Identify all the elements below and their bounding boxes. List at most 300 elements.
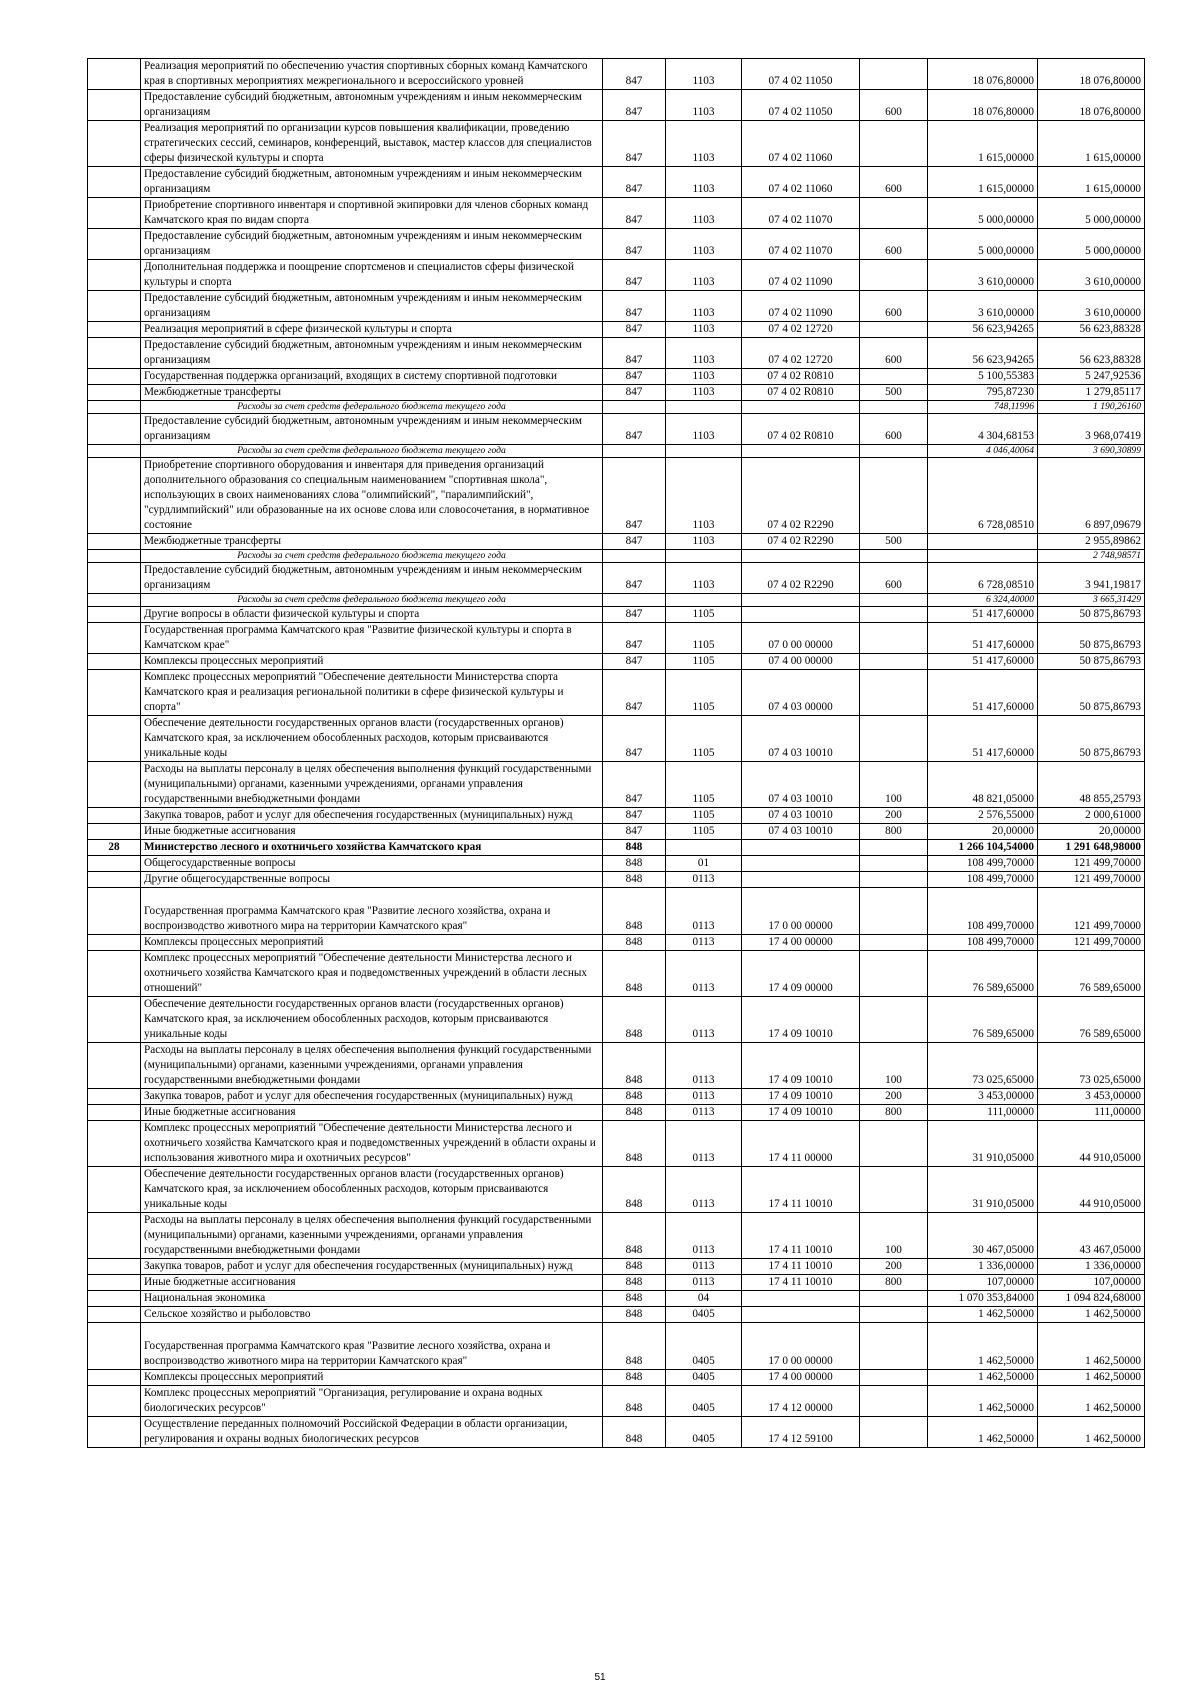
row-number: 28	[88, 840, 141, 856]
row-sum-year-2: 1 462,50000	[1038, 1370, 1145, 1386]
row-target-article: 17 4 11 10010	[742, 1213, 860, 1259]
row-sum-year-2: 6 897,09679	[1038, 458, 1145, 534]
row-expense-type	[860, 1121, 928, 1167]
row-expense-type	[860, 369, 928, 385]
row-ministry-code: 847	[603, 59, 666, 90]
row-target-article: 17 4 11 00000	[742, 1121, 860, 1167]
row-target-article: 07 4 03 10010	[742, 762, 860, 808]
row-ministry-code: 848	[603, 1259, 666, 1275]
row-expense-type	[860, 623, 928, 654]
row-section-code: 1103	[666, 458, 742, 534]
row-description: Межбюджетные трансферты	[141, 385, 603, 401]
row-ministry-code: 847	[603, 458, 666, 534]
table-row	[88, 534, 1145, 550]
row-section-code: 0113	[666, 951, 742, 997]
row-number	[88, 888, 141, 935]
row-sum-year-1: 795,87230	[928, 385, 1038, 401]
row-ministry-code: 848	[603, 935, 666, 951]
row-section-code: 1105	[666, 824, 742, 840]
row-sum-year-2: 50 875,86793	[1038, 607, 1145, 623]
row-section-code: 1103	[666, 414, 742, 445]
row-expense-type	[860, 1323, 928, 1370]
row-sum-year-2: 1 615,00000	[1038, 121, 1145, 167]
row-expense-type	[860, 322, 928, 338]
row-target-article: 17 4 12 59100	[742, 1417, 860, 1448]
row-target-article: 17 4 09 10010	[742, 997, 860, 1043]
table-row	[88, 808, 1145, 824]
row-expense-type	[860, 1291, 928, 1307]
row-number	[88, 594, 141, 607]
row-expense-type	[860, 445, 928, 458]
row-ministry-code: 848	[603, 840, 666, 856]
row-ministry-code: 847	[603, 385, 666, 401]
row-section-code: 0113	[666, 872, 742, 888]
row-ministry-code	[603, 445, 666, 458]
row-sum-year-1: 5 000,00000	[928, 198, 1038, 229]
row-sum-year-1: 18 076,80000	[928, 90, 1038, 121]
table-row	[88, 1291, 1145, 1307]
row-section-code: 04	[666, 1291, 742, 1307]
row-description: Реализация мероприятий по организации курсов повышения квалификации, проведению стратегических сессий, семинаров, конференций, выставок, мастер классов для специалистов сферы физической культуры и спорта	[141, 121, 603, 167]
table-row	[88, 840, 1145, 856]
row-description: Расходы за счет средств федерального бюджета текущего года	[141, 445, 603, 458]
row-sum-year-2: 121 499,70000	[1038, 935, 1145, 951]
table-row	[88, 90, 1145, 121]
row-description: Министерство лесного и охотничьего хозяйства Камчатского края	[141, 840, 603, 856]
row-sum-year-1: 1 462,50000	[928, 1386, 1038, 1417]
row-section-code: 1105	[666, 716, 742, 762]
row-target-article: 07 4 02 11060	[742, 167, 860, 198]
row-ministry-code: 848	[603, 1386, 666, 1417]
row-expense-type	[860, 654, 928, 670]
row-ministry-code: 847	[603, 198, 666, 229]
budget-table	[87, 58, 1145, 1448]
row-sum-year-1: 1 462,50000	[928, 1307, 1038, 1323]
row-ministry-code: 847	[603, 623, 666, 654]
row-target-article	[742, 445, 860, 458]
row-sum-year-2: 121 499,70000	[1038, 856, 1145, 872]
table-row	[88, 414, 1145, 445]
row-sum-year-1: 31 910,05000	[928, 1121, 1038, 1167]
row-target-article: 07 4 02 R0810	[742, 369, 860, 385]
row-target-article: 07 4 03 10010	[742, 824, 860, 840]
row-description: Комплекс процессных мероприятий "Обеспечение деятельности Министерства лесного и охотничьего хозяйства Камчатского края и подведомственных учреждений в области охраны и использования животного мира и охотничьих ресурсов"	[141, 1121, 603, 1167]
row-number	[88, 414, 141, 445]
row-section-code: 1105	[666, 607, 742, 623]
row-target-article: 17 4 11 10010	[742, 1275, 860, 1291]
table-row	[88, 762, 1145, 808]
row-section-code	[666, 594, 742, 607]
row-sum-year-2: 50 875,86793	[1038, 623, 1145, 654]
row-ministry-code: 847	[603, 291, 666, 322]
table-row	[88, 951, 1145, 997]
row-description: Обеспечение деятельности государственных органов власти (государственных органов) Камчатского края, за исключением обособленных расходов, которым присваиваются уникальные коды	[141, 997, 603, 1043]
row-number	[88, 534, 141, 550]
table-row	[88, 260, 1145, 291]
row-section-code: 1103	[666, 385, 742, 401]
row-number	[88, 1291, 141, 1307]
row-sum-year-2: 76 589,65000	[1038, 951, 1145, 997]
row-sum-year-1: 1 615,00000	[928, 121, 1038, 167]
row-ministry-code: 847	[603, 716, 666, 762]
row-expense-type: 600	[860, 414, 928, 445]
row-expense-type	[860, 716, 928, 762]
row-sum-year-1: 51 417,60000	[928, 607, 1038, 623]
row-sum-year-1: 3 453,00000	[928, 1089, 1038, 1105]
row-number	[88, 260, 141, 291]
row-sum-year-1: 2 576,55000	[928, 808, 1038, 824]
row-description: Комплекс процессных мероприятий "Обеспечение деятельности Министерства лесного и охотничьего хозяйства Камчатского края и подведомственных учреждений в области лесных отношений"	[141, 951, 603, 997]
row-target-article: 17 4 09 00000	[742, 951, 860, 997]
row-sum-year-2: 3 665,31429	[1038, 594, 1145, 607]
row-target-article: 07 4 03 10010	[742, 808, 860, 824]
row-section-code: 0113	[666, 1043, 742, 1089]
row-section-code: 0405	[666, 1323, 742, 1370]
table-row	[88, 445, 1145, 458]
row-sum-year-1: 107,00000	[928, 1275, 1038, 1291]
row-number	[88, 1417, 141, 1448]
row-section-code: 1103	[666, 369, 742, 385]
row-sum-year-1: 748,11996	[928, 401, 1038, 414]
row-expense-type	[860, 59, 928, 90]
table-row	[88, 1121, 1145, 1167]
row-sum-year-2: 50 875,86793	[1038, 716, 1145, 762]
row-number	[88, 322, 141, 338]
row-expense-type: 100	[860, 762, 928, 808]
row-sum-year-2: 2 955,89862	[1038, 534, 1145, 550]
row-section-code: 0113	[666, 1121, 742, 1167]
row-expense-type	[860, 1386, 928, 1417]
table-row	[88, 1105, 1145, 1121]
table-row	[88, 550, 1145, 563]
row-ministry-code: 848	[603, 1043, 666, 1089]
row-section-code: 1103	[666, 198, 742, 229]
row-section-code: 0405	[666, 1307, 742, 1323]
row-target-article: 07 4 02 11050	[742, 90, 860, 121]
row-number	[88, 369, 141, 385]
row-number	[88, 458, 141, 534]
row-description: Национальная экономика	[141, 1291, 603, 1307]
row-target-article	[742, 872, 860, 888]
row-expense-type	[860, 872, 928, 888]
row-target-article: 17 4 00 00000	[742, 935, 860, 951]
row-expense-type	[860, 401, 928, 414]
row-section-code	[666, 401, 742, 414]
row-ministry-code: 848	[603, 888, 666, 935]
table-row	[88, 338, 1145, 369]
row-ministry-code: 847	[603, 369, 666, 385]
row-ministry-code: 847	[603, 338, 666, 369]
row-number	[88, 198, 141, 229]
row-expense-type: 800	[860, 1275, 928, 1291]
row-sum-year-1: 31 910,05000	[928, 1167, 1038, 1213]
table-row	[88, 1307, 1145, 1323]
row-sum-year-1: 20,00000	[928, 824, 1038, 840]
row-description: Иные бюджетные ассигнования	[141, 1275, 603, 1291]
row-sum-year-1	[928, 534, 1038, 550]
row-sum-year-1: 56 623,94265	[928, 338, 1038, 369]
row-number	[88, 1386, 141, 1417]
row-description: Государственная программа Камчатского края "Развитие лесного хозяйства, охрана и воспроизводство животного мира на территории Камчатского края"	[141, 888, 603, 935]
row-sum-year-1: 4 304,68153	[928, 414, 1038, 445]
table-row	[88, 607, 1145, 623]
row-sum-year-1: 51 417,60000	[928, 654, 1038, 670]
row-target-article: 07 4 02 11070	[742, 229, 860, 260]
row-target-article: 17 0 00 00000	[742, 888, 860, 935]
table-row	[88, 121, 1145, 167]
table-row	[88, 824, 1145, 840]
row-ministry-code: 848	[603, 1213, 666, 1259]
row-section-code: 0405	[666, 1386, 742, 1417]
row-target-article: 17 4 12 00000	[742, 1386, 860, 1417]
row-number	[88, 1307, 141, 1323]
row-ministry-code: 848	[603, 997, 666, 1043]
budget-page	[87, 58, 1144, 1448]
row-target-article	[742, 550, 860, 563]
row-description: Закупка товаров, работ и услуг для обеспечения государственных (муниципальных) нужд	[141, 1089, 603, 1105]
row-number	[88, 291, 141, 322]
row-target-article: 17 4 00 00000	[742, 1370, 860, 1386]
row-ministry-code: 848	[603, 1275, 666, 1291]
row-description: Комплексы процессных мероприятий	[141, 654, 603, 670]
row-expense-type: 600	[860, 563, 928, 594]
row-description: Комплекс процессных мероприятий "Обеспечение деятельности Министерства спорта Камчатского края и реализация региональной политики в сфере физической культуры и спорта"	[141, 670, 603, 716]
row-description: Иные бюджетные ассигнования	[141, 824, 603, 840]
row-section-code: 0113	[666, 1275, 742, 1291]
row-ministry-code: 847	[603, 654, 666, 670]
row-target-article	[742, 856, 860, 872]
row-description: Комплексы процессных мероприятий	[141, 1370, 603, 1386]
row-expense-type	[860, 1307, 928, 1323]
row-sum-year-2: 56 623,88328	[1038, 322, 1145, 338]
row-sum-year-1: 3 610,00000	[928, 291, 1038, 322]
row-expense-type: 100	[860, 1213, 928, 1259]
row-sum-year-1: 51 417,60000	[928, 716, 1038, 762]
row-number	[88, 716, 141, 762]
table-row	[88, 1417, 1145, 1448]
row-ministry-code: 848	[603, 1105, 666, 1121]
row-section-code: 1105	[666, 762, 742, 808]
row-description: Комплексы процессных мероприятий	[141, 935, 603, 951]
row-target-article: 07 4 02 12720	[742, 338, 860, 369]
row-number	[88, 563, 141, 594]
row-ministry-code	[603, 550, 666, 563]
row-number	[88, 808, 141, 824]
row-description: Другие вопросы в области физической культуры и спорта	[141, 607, 603, 623]
row-description: Расходы на выплаты персоналу в целях обеспечения выполнения функций государственными (муниципальными) органами, казенными учреждениями, органами управления государственными внебюджетными фондами	[141, 1043, 603, 1089]
row-section-code: 0113	[666, 1089, 742, 1105]
row-ministry-code: 847	[603, 607, 666, 623]
row-description: Приобретение спортивного оборудования и инвентаря для приведения организаций дополнительного образования со специальным наименованием "спортивная школа", использующих в своих наименованиях слова "олимпийский", "паралимпийский", "сурдлимпийский" или образованные на их основе слова или словосочетания, в нормативное состояние	[141, 458, 603, 534]
row-number	[88, 229, 141, 260]
table-row	[88, 1259, 1145, 1275]
row-sum-year-2: 1 462,50000	[1038, 1307, 1145, 1323]
row-expense-type: 600	[860, 291, 928, 322]
table-row	[88, 369, 1145, 385]
table-row	[88, 401, 1145, 414]
row-section-code: 0113	[666, 1167, 742, 1213]
row-number	[88, 997, 141, 1043]
row-description: Дополнительная поддержка и поощрение спортсменов и специалистов сферы физической культуры и спорта	[141, 260, 603, 291]
row-number	[88, 951, 141, 997]
row-sum-year-1: 30 467,05000	[928, 1213, 1038, 1259]
row-target-article: 17 4 09 10010	[742, 1105, 860, 1121]
row-sum-year-2: 2 748,98571	[1038, 550, 1145, 563]
row-sum-year-2: 3 968,07419	[1038, 414, 1145, 445]
row-number	[88, 935, 141, 951]
row-section-code: 1103	[666, 121, 742, 167]
row-section-code: 1103	[666, 291, 742, 322]
row-target-article: 07 4 02 11050	[742, 59, 860, 90]
row-expense-type: 600	[860, 167, 928, 198]
row-expense-type	[860, 888, 928, 935]
row-sum-year-2: 1 462,50000	[1038, 1417, 1145, 1448]
row-number	[88, 1167, 141, 1213]
row-sum-year-1: 108 499,70000	[928, 872, 1038, 888]
row-ministry-code: 847	[603, 90, 666, 121]
row-section-code: 01	[666, 856, 742, 872]
row-section-code	[666, 550, 742, 563]
row-sum-year-1: 1 070 353,84000	[928, 1291, 1038, 1307]
row-sum-year-1: 108 499,70000	[928, 935, 1038, 951]
row-description: Предоставление субсидий бюджетным, автономным учреждениям и иным некоммерческим организациям	[141, 563, 603, 594]
row-target-article: 17 4 11 10010	[742, 1259, 860, 1275]
row-sum-year-2: 18 076,80000	[1038, 90, 1145, 121]
row-target-article: 07 4 02 R2290	[742, 458, 860, 534]
row-expense-type: 800	[860, 1105, 928, 1121]
table-row	[88, 1167, 1145, 1213]
row-ministry-code: 848	[603, 1167, 666, 1213]
row-section-code: 0113	[666, 888, 742, 935]
row-section-code: 1105	[666, 654, 742, 670]
table-row	[88, 1370, 1145, 1386]
row-sum-year-1: 73 025,65000	[928, 1043, 1038, 1089]
row-sum-year-2: 48 855,25793	[1038, 762, 1145, 808]
row-target-article: 17 4 09 10010	[742, 1089, 860, 1105]
row-target-article	[742, 594, 860, 607]
row-ministry-code: 848	[603, 1307, 666, 1323]
row-ministry-code: 848	[603, 1370, 666, 1386]
row-number	[88, 1121, 141, 1167]
row-target-article: 17 4 09 10010	[742, 1043, 860, 1089]
table-row	[88, 291, 1145, 322]
row-ministry-code: 847	[603, 414, 666, 445]
row-number	[88, 856, 141, 872]
row-sum-year-2: 1 615,00000	[1038, 167, 1145, 198]
row-sum-year-2: 3 941,19817	[1038, 563, 1145, 594]
row-description: Сельское хозяйство и рыболовство	[141, 1307, 603, 1323]
row-expense-type	[860, 951, 928, 997]
row-expense-type: 200	[860, 1089, 928, 1105]
row-expense-type	[860, 840, 928, 856]
row-number	[88, 1213, 141, 1259]
row-number	[88, 1043, 141, 1089]
row-ministry-code: 848	[603, 951, 666, 997]
row-number	[88, 654, 141, 670]
row-sum-year-2: 5 247,92536	[1038, 369, 1145, 385]
row-number	[88, 762, 141, 808]
table-row	[88, 1275, 1145, 1291]
row-sum-year-2: 5 000,00000	[1038, 229, 1145, 260]
row-sum-year-2: 121 499,70000	[1038, 872, 1145, 888]
row-description: Закупка товаров, работ и услуг для обеспечения государственных (муниципальных) нужд	[141, 808, 603, 824]
row-target-article	[742, 401, 860, 414]
row-number	[88, 1259, 141, 1275]
row-expense-type: 200	[860, 808, 928, 824]
table-body	[88, 59, 1145, 1448]
row-ministry-code: 847	[603, 824, 666, 840]
row-expense-type: 200	[860, 1259, 928, 1275]
row-ministry-code: 848	[603, 1417, 666, 1448]
table-row	[88, 563, 1145, 594]
row-sum-year-2: 1 462,50000	[1038, 1323, 1145, 1370]
row-number	[88, 59, 141, 90]
row-ministry-code	[603, 594, 666, 607]
row-expense-type	[860, 594, 928, 607]
row-target-article: 07 4 03 00000	[742, 670, 860, 716]
row-sum-year-2: 50 875,86793	[1038, 670, 1145, 716]
row-target-article	[742, 1307, 860, 1323]
row-target-article: 07 0 00 00000	[742, 623, 860, 654]
row-description: Иные бюджетные ассигнования	[141, 1105, 603, 1121]
row-expense-type: 500	[860, 385, 928, 401]
row-ministry-code: 847	[603, 167, 666, 198]
table-row	[88, 1323, 1145, 1370]
row-sum-year-2: 3 453,00000	[1038, 1089, 1145, 1105]
table-row	[88, 623, 1145, 654]
row-sum-year-1: 56 623,94265	[928, 322, 1038, 338]
row-sum-year-1: 76 589,65000	[928, 951, 1038, 997]
row-description: Закупка товаров, работ и услуг для обеспечения государственных (муниципальных) нужд	[141, 1259, 603, 1275]
row-description: Предоставление субсидий бюджетным, автономным учреждениям и иным некоммерческим организациям	[141, 167, 603, 198]
row-section-code: 0405	[666, 1417, 742, 1448]
row-sum-year-2: 107,00000	[1038, 1275, 1145, 1291]
row-section-code: 0113	[666, 1259, 742, 1275]
row-number	[88, 90, 141, 121]
row-description: Комплекс процессных мероприятий "Организация, регулирование и охрана водных биологических ресурсов"	[141, 1386, 603, 1417]
row-section-code: 1103	[666, 90, 742, 121]
row-description: Предоставление субсидий бюджетным, автономным учреждениям и иным некоммерческим организациям	[141, 291, 603, 322]
row-description: Реализация мероприятий по обеспечению участия спортивных сборных команд Камчатского края в спортивных мероприятиях межрегионального и всероссийского уровней	[141, 59, 603, 90]
table-row	[88, 198, 1145, 229]
row-expense-type	[860, 1370, 928, 1386]
row-sum-year-1: 6 728,08510	[928, 458, 1038, 534]
row-number	[88, 401, 141, 414]
row-section-code: 1105	[666, 670, 742, 716]
row-description: Расходы за счет средств федерального бюджета текущего года	[141, 401, 603, 414]
row-sum-year-1: 18 076,80000	[928, 59, 1038, 90]
row-sum-year-1: 5 100,55383	[928, 369, 1038, 385]
row-target-article: 07 4 02 11070	[742, 198, 860, 229]
row-sum-year-1: 6 324,40000	[928, 594, 1038, 607]
row-ministry-code: 848	[603, 1291, 666, 1307]
table-row	[88, 322, 1145, 338]
row-sum-year-2: 121 499,70000	[1038, 888, 1145, 935]
row-sum-year-1: 108 499,70000	[928, 856, 1038, 872]
row-sum-year-1: 76 589,65000	[928, 997, 1038, 1043]
row-expense-type	[860, 935, 928, 951]
row-sum-year-1: 51 417,60000	[928, 670, 1038, 716]
table-row	[88, 856, 1145, 872]
row-sum-year-1: 111,00000	[928, 1105, 1038, 1121]
row-expense-type: 600	[860, 338, 928, 369]
table-row	[88, 1213, 1145, 1259]
row-section-code: 1103	[666, 167, 742, 198]
row-description: Расходы на выплаты персоналу в целях обеспечения выполнения функций государственными (муниципальными) органами, казенными учреждениями, органами управления государственными внебюджетными фондами	[141, 1213, 603, 1259]
row-sum-year-1: 1 462,50000	[928, 1417, 1038, 1448]
row-section-code: 1103	[666, 563, 742, 594]
row-expense-type	[860, 856, 928, 872]
